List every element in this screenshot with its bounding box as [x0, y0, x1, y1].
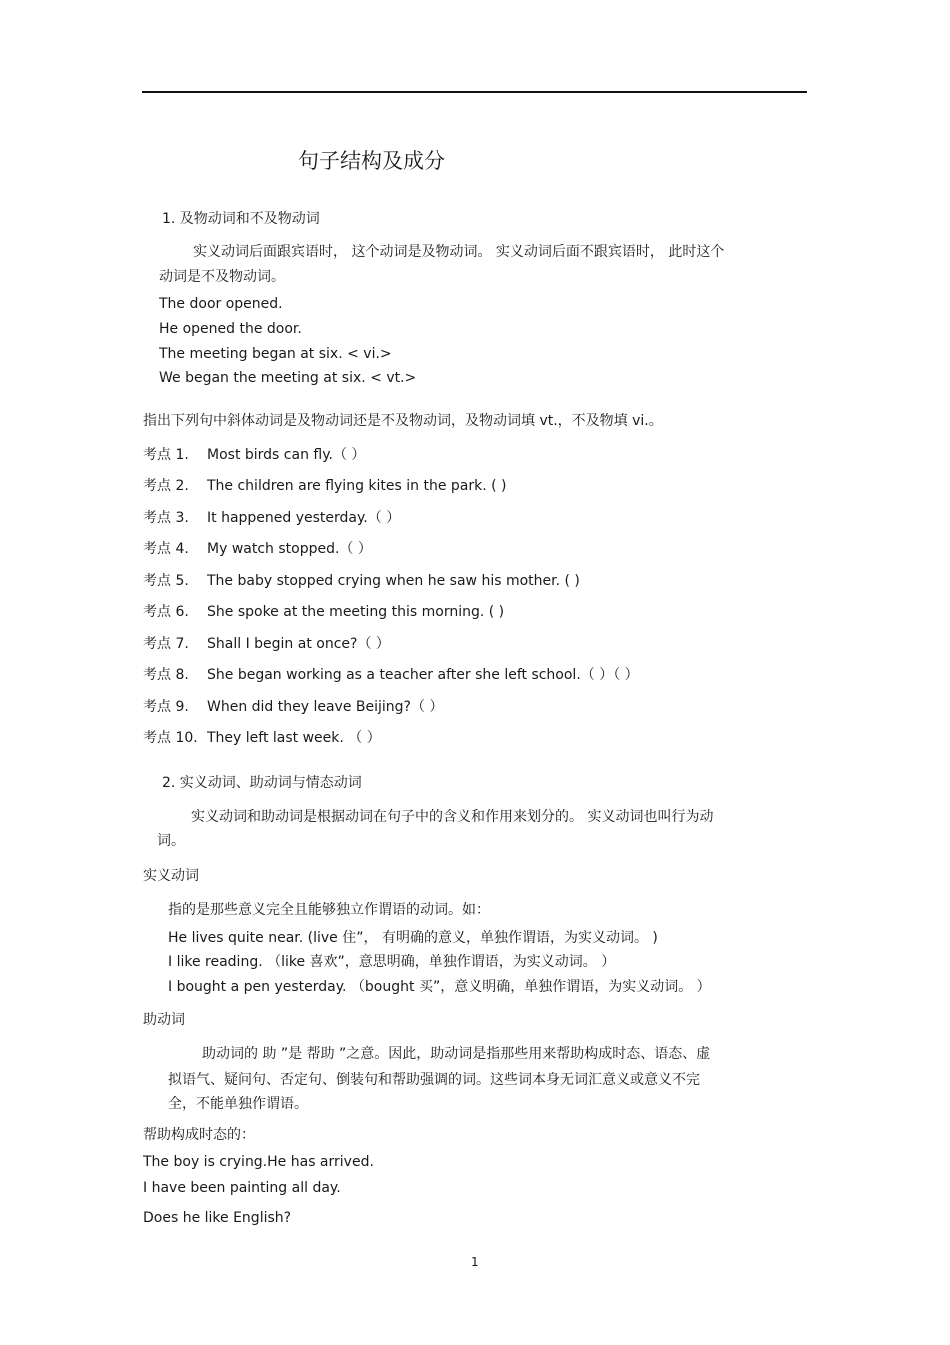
section1-intro-line1: 实义动词后面跟宾语时， 这个动词是及物动词。 实义动词后面不跟宾语时， 此时这个 [193, 244, 725, 260]
example-sentence: I have been painting all day. [143, 1180, 341, 1196]
exercise-text: They left last week. （ ） [207, 730, 381, 746]
example-sentence: I bought a pen yesterday. （bought 买”，意义明确，单独作谓语，为实义动词。 ） [168, 979, 711, 995]
exercise-text: My watch stopped.（ ） [207, 541, 372, 557]
page-number: 1 [471, 1255, 479, 1269]
exercise-label: 考点 7. [143, 636, 189, 652]
exercise-text: She spoke at the meeting this morning. ( ) [207, 604, 505, 620]
notional-verb-definition: 指的是那些意义完全且能够独立作谓语的动词。如： [168, 902, 490, 918]
example-sentence: The boy is crying.He has arrived. [143, 1154, 374, 1170]
example-sentence: We began the meeting at six. < vt.> [159, 370, 417, 386]
exercise-text: The children are flying kites in the park. ( ) [207, 478, 507, 494]
exercise-text: The baby stopped crying when he saw his mother. ( ) [207, 573, 580, 589]
exercise-label: 考点 3. [143, 510, 189, 526]
exercise-instruction: 指出下列句中斜体动词是及物动词还是不及物动词，及物动词填 vt.，不及物填 vi.。 [143, 413, 663, 429]
section1-intro-line2: 动词是不及物动词。 [159, 269, 285, 285]
section2-heading: 2. 实义动词、助动词与情态动词 [162, 775, 362, 791]
page-title: 句子结构及成分 [298, 149, 445, 173]
exercise-label: 考点 4. [143, 541, 189, 557]
example-sentence: He lives quite near. (live 住”， 有明确的意义，单独作谓语，为实义动词。 ) [168, 930, 658, 946]
auxiliary-definition-line2: 拟语气、疑问句、否定句、倒装句和帮助强调的词。这些词本身无词汇意义或意义不完 [168, 1072, 700, 1088]
example-sentence: The door opened. [159, 296, 283, 312]
exercise-text: She began working as a teacher after she left school.（ ）（ ） [207, 667, 639, 683]
notional-verb-heading: 实义动词 [143, 868, 199, 884]
section1-heading: 1. 及物动词和不及物动词 [162, 211, 320, 227]
exercise-label: 考点 2. [143, 478, 189, 494]
example-sentence: Does he like English? [143, 1210, 292, 1226]
exercise-label: 考点 9. [143, 699, 189, 715]
exercise-label: 考点 6. [143, 604, 189, 620]
header-rule [142, 91, 807, 93]
exercise-label: 考点 8. [143, 667, 189, 683]
example-sentence: He opened the door. [159, 321, 302, 337]
exercise-text: Most birds can fly.（ ） [207, 447, 366, 463]
exercise-text: When did they leave Beijing?（ ） [207, 699, 444, 715]
example-sentence: The meeting began at six. < vi.> [159, 346, 392, 362]
exercise-label: 考点 10. [143, 730, 198, 746]
exercise-label: 考点 1. [143, 447, 189, 463]
auxiliary-definition-line3: 全，不能单独作谓语。 [168, 1096, 308, 1112]
exercise-label: 考点 5. [143, 573, 189, 589]
exercise-text: Shall I begin at once?（ ） [207, 636, 390, 652]
section2-intro-line2: 词。 [157, 833, 185, 849]
section2-intro-line1: 实义动词和助动词是根据动词在句子中的含义和作用来划分的。 实义动词也叫行为动 [191, 809, 714, 825]
auxiliary-verb-heading: 助动词 [143, 1012, 185, 1028]
example-sentence: I like reading. （like 喜欢”，意思明确，单独作谓语，为实义动词。 ） [168, 954, 616, 970]
auxiliary-definition-line1: 助动词的 助 ”是 帮助 ”之意。因此，助动词是指那些用来帮助构成时态、语态、虚 [202, 1046, 711, 1062]
tense-heading: 帮助构成时态的： [143, 1127, 255, 1143]
exercise-text: It happened yesterday.（ ） [207, 510, 401, 526]
